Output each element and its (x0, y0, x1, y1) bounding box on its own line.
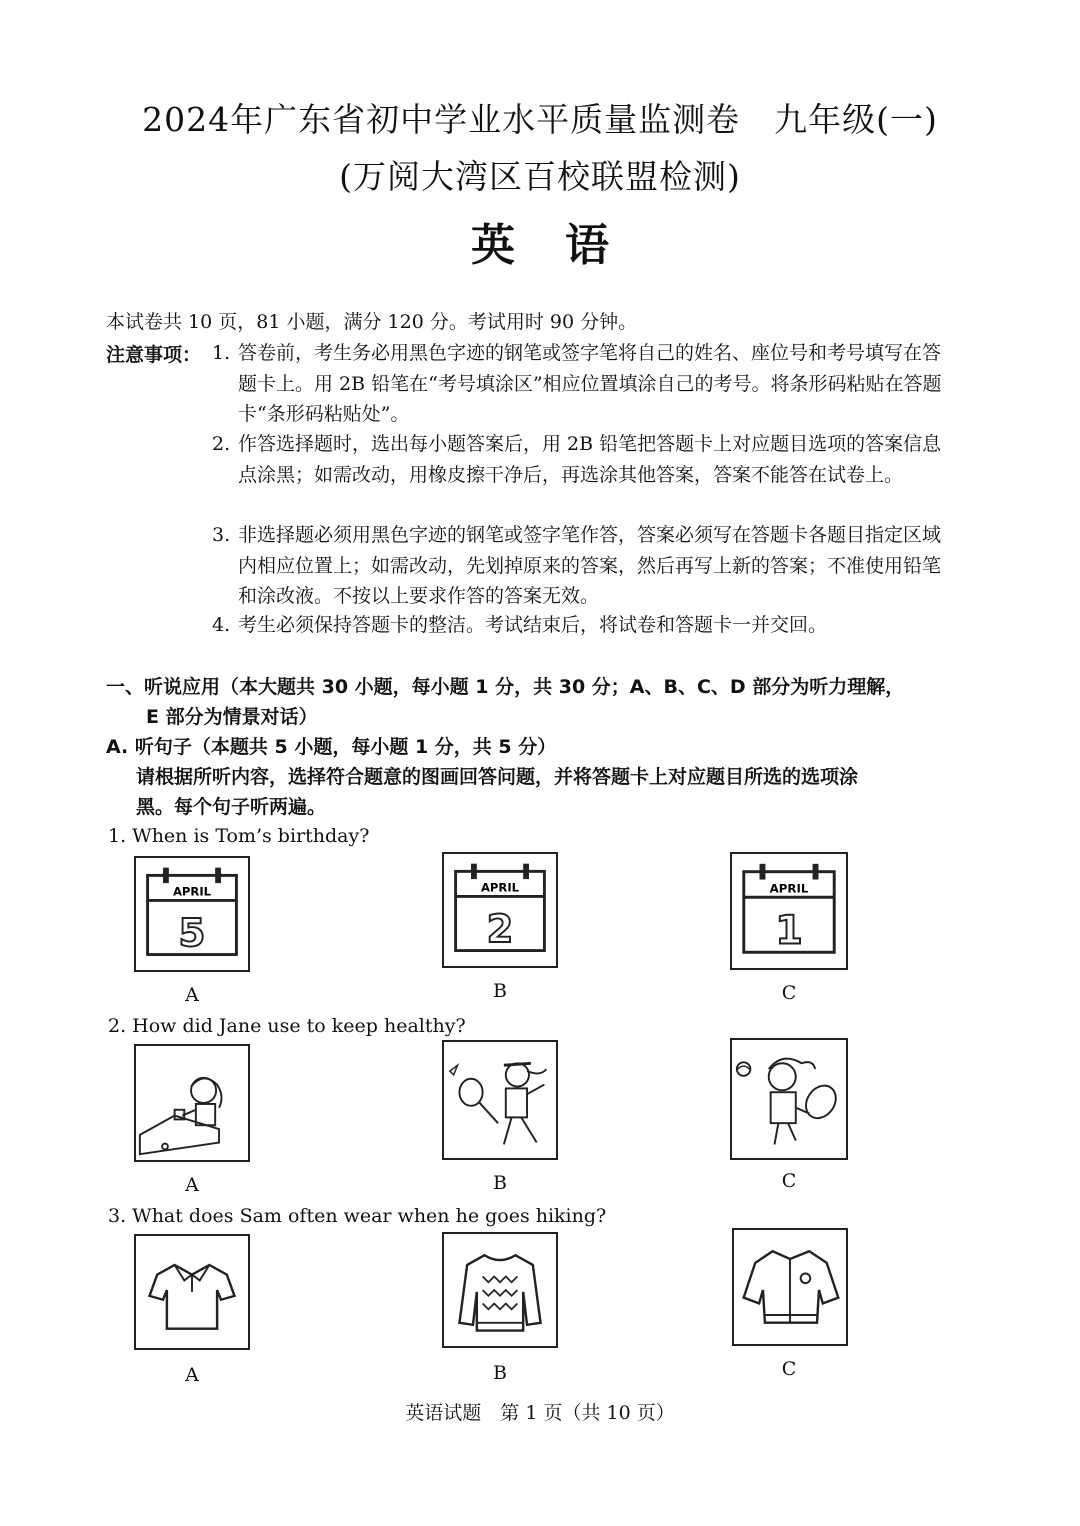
notice-number: 4. (212, 614, 231, 636)
option-label: B (493, 980, 507, 1002)
jacket-icon (734, 1230, 846, 1344)
calendar-icon (136, 858, 248, 970)
option-3a-image (134, 1234, 250, 1350)
option-label: B (493, 1172, 507, 1194)
calendar-month: APRIL (172, 884, 212, 899)
exam-title: 2024年广东省初中学业水平质量监测卷 九年级(一) (142, 100, 938, 139)
sweater-icon (444, 1234, 556, 1346)
option-2c-image (730, 1038, 848, 1160)
page-footer: 英语试题 第 1 页（共 10 页） (405, 1402, 675, 1424)
notice-text: 答卷前，考生务必用黑色字迹的钢笔或签字笔将自己的姓名、座位号和考号填写在答题卡上。用 2B 铅笔在“考号填涂区”相应位置填涂自己的考号。将条形码粘贴在答题卡“条形码粘贴处”。 (238, 342, 942, 425)
option-1b-image (442, 852, 558, 968)
notice-item-1 (212, 338, 972, 430)
option-2a-image (134, 1044, 250, 1162)
option-label: A (185, 1364, 199, 1386)
notice-text: 非选择题必须用黑色字迹的钢笔或签字笔作答，答案必须写在答题卡各题目指定区域内相应位置上；如需改动，先划掉原来的答案，然后再写上新的答案；不准使用铅笔和涂改液。不按以上要求作答的答案无效。 (238, 524, 942, 607)
option-1c-image (730, 852, 848, 970)
option-label: C (781, 1358, 797, 1380)
polo-shirt-icon (136, 1236, 248, 1348)
part-a-instruction-cont: 黑。每个句子听两遍。 (136, 796, 327, 818)
option-2b-image (442, 1040, 558, 1160)
notice-number: 1. (212, 342, 231, 364)
calendar-icon (444, 854, 556, 966)
calendar-day: 2 (486, 906, 514, 952)
calendar-month: APRIL (480, 880, 520, 895)
option-1a-image (134, 856, 250, 972)
part-a-title: A. 听句子（本题共 5 小题，每小题 1 分，共 5 分） (106, 736, 557, 758)
notice-label: 注意事项： (106, 344, 202, 366)
option-label: C (781, 982, 797, 1004)
notice-item-2 (212, 429, 972, 521)
question-2: 2. How did Jane use to keep healthy? (108, 1015, 466, 1037)
section-heading-cont: E 部分为情景对话） (146, 706, 318, 728)
option-label: B (493, 1362, 507, 1384)
option-label: A (185, 1174, 199, 1196)
part-a-instruction: 请根据所听内容，选择符合题意的图画回答问题，并将答题卡上对应题目所选的选项涂 (136, 766, 859, 788)
notice-number: 3. (212, 524, 231, 546)
option-3c-image (732, 1228, 848, 1346)
notice-item-3 (212, 520, 972, 612)
ping-pong-girl-icon (136, 1046, 248, 1160)
tennis-girl-icon (732, 1040, 846, 1158)
notice-text: 考生必须保持答题卡的整洁。考试结束后，将试卷和答题卡一并交回。 (238, 614, 828, 636)
option-label: A (185, 984, 199, 1006)
exam-info: 本试卷共 10 页，81 小题，满分 120 分。考试用时 90 分钟。 (106, 311, 638, 333)
subject-title: 英语 (471, 220, 659, 271)
notice-item-4 (212, 610, 972, 642)
notice-text: 作答选择题时，选出每小题答案后，用 2B 铅笔把答题卡上对应题目选项的答案信息点涂黑；如需改动，用橡皮擦干净后，再选涂其他答案，答案不能答在试卷上。 (238, 433, 942, 486)
notice-number: 2. (212, 433, 231, 455)
question-1: 1. When is Tom’s birthday? (108, 825, 370, 847)
option-label: C (781, 1170, 797, 1192)
option-3b-image (442, 1232, 558, 1348)
calendar-day: 5 (178, 910, 206, 956)
badminton-girl-icon (444, 1042, 556, 1158)
question-3: 3. What does Sam often wear when he goes hiking? (108, 1205, 607, 1227)
calendar-month: APRIL (769, 881, 809, 896)
calendar-day: 1 (775, 908, 803, 954)
exam-subtitle: (万阅大湾区百校联盟检测) (339, 157, 741, 196)
calendar-icon (732, 854, 846, 968)
section-heading: 一、听说应用（本大题共 30 小题，每小题 1 分，共 30 分；A、B、C、D 部分为听力理解， (106, 676, 905, 698)
